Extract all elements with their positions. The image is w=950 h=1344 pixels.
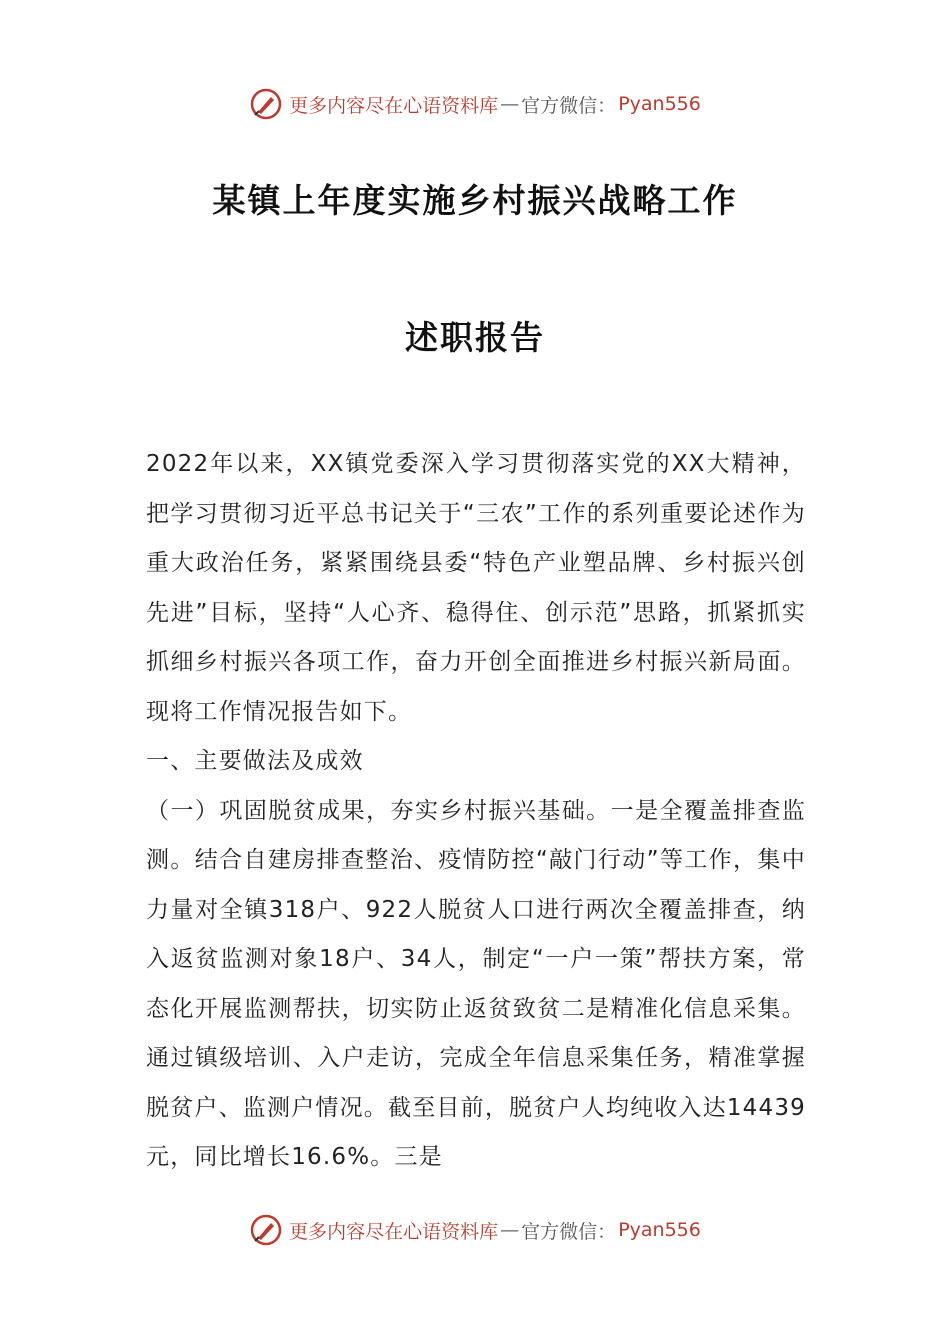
intro-paragraph: 2022年以来，XX镇党委深入学习贯彻落实党的XX大精神，把学习贯彻习近平总书记关于“三农”工作的系列重要论述作为重大政治任务，紧紧围绕县委“特色产业塑品牌、乡村振兴创先进”目标，坚持“人心齐、稳得住、创示范”思路，抓紧抓实抓细乡村振兴各项工作，奋力开创全面推进乡村振兴新局面。现将工作情况报告如下。: [146, 451, 806, 725]
pen-nib-logo-icon: [249, 87, 283, 121]
section-heading: 一、主要做法及成效: [146, 748, 364, 774]
banner-brand-text: 更多内容尽在心语资料库: [289, 94, 499, 117]
document-body: [146, 440, 806, 1183]
banner-official-text: 官方微信：: [521, 94, 617, 117]
footer-banner: [0, 1210, 950, 1250]
banner-wechat-id: Pyan556: [618, 93, 701, 115]
footer-official-text: 官方微信：: [521, 1220, 617, 1243]
header-banner: [0, 84, 950, 124]
footer-wechat-id: Pyan556: [618, 1219, 701, 1241]
pen-nib-logo-icon: [249, 1213, 283, 1247]
document-title-line-2: 述职报告: [405, 318, 545, 357]
document-title-line-1: 某镇上年度实施乡村振兴战略工作: [212, 181, 738, 220]
subsection-paragraph: （一）巩固脱贫成果，夯实乡村振兴基础。一是全覆盖排查监测。结合自建房排查整治、疫情防控“敲门行动”等工作，集中力量对全镇318户、922人脱贫人口进行两次全覆盖排查，纳入返贫监测对象18户、34人，制定“一户一策”帮扶方案，常态化开展监测帮扶，切实防止返贫致贫二是精准化信息采集。通过镇级培训、入户走访，完成全年信息采集任务，精准掌握脱贫户、监测户情况。截至目前，脱贫户人均纯收入达14439元，同比增长16.6%。三是: [146, 797, 806, 1170]
footer-brand-text: 更多内容尽在心语资料库: [289, 1220, 499, 1243]
banner-separator: —: [500, 93, 520, 115]
footer-separator: —: [500, 1219, 520, 1241]
